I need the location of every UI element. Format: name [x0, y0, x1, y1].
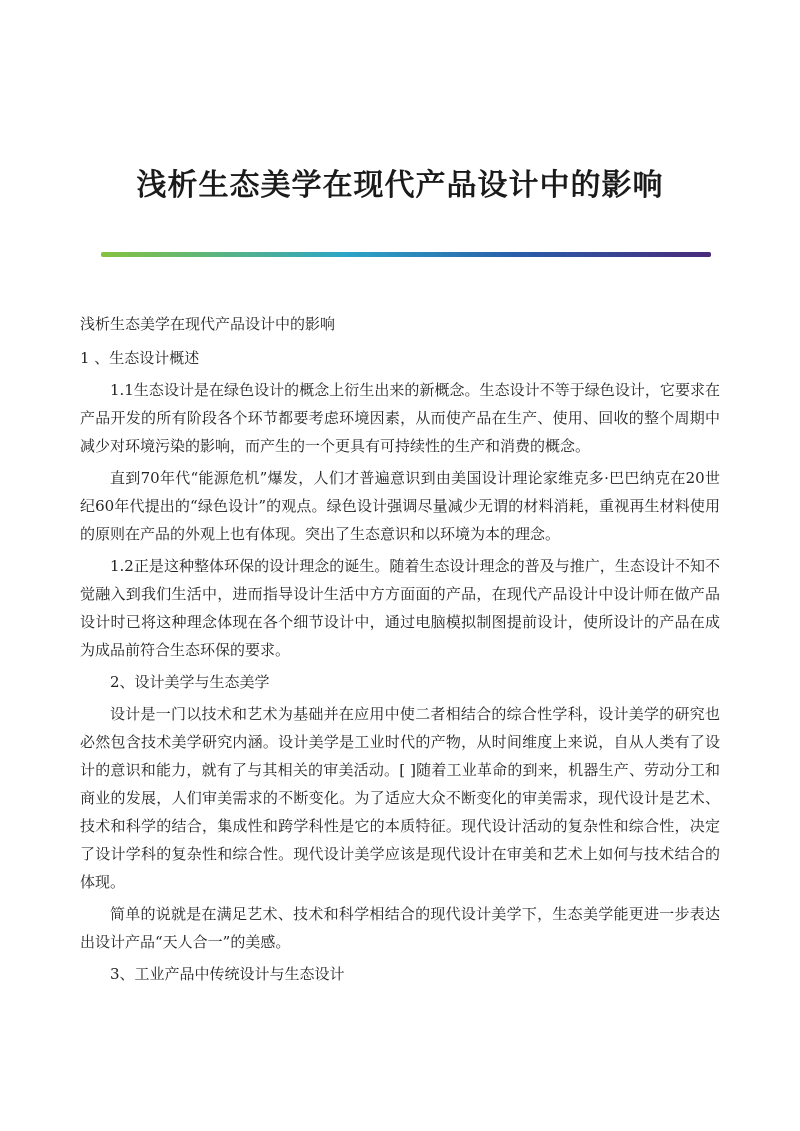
section-heading-1: 1 、生态设计概述 — [80, 349, 200, 367]
title-divider — [101, 252, 711, 257]
document-body — [80, 310, 720, 992]
paragraph-5: 简单的说就是在满足艺术、技术和科学相结合的现代设计美学下，生态美学能更进一步表达出设计产品“天人合一”的美感。 — [80, 905, 720, 951]
paragraph-4: 设计是一门以技术和艺术为基础并在应用中使二者相结合的综合性学科，设计美学的研究也必然包含技术美学研究内涵。设计美学是工业时代的产物，从时间维度上来说，自从人类有了设计的意识和能力，就有了与其相关的审美活动。[ ]随着工业革命的到来，机器生产、劳动分工和商业的发展，人们审美需求的不断变化。为了适应大众不断变化的审美需求，现代设计是艺术、技术和科学的结合，集成性和跨学科性是它的本质特征。现代设计活动的复杂性和综合性，决定了设计学科的复杂性和综合性。现代设计美学应该是现代设计在审美和艺术上如何与技术结合的体现。 — [80, 705, 720, 891]
paragraph-3: 1.2正是这种整体环保的设计理念的诞生。随着生态设计理念的普及与推广，生态设计不知不觉融入到我们生活中，进而指导设计生活中方方面面的产品，在现代产品设计中设计师在做产品设计时已将这种理念体现在各个细节设计中，通过电脑模拟制图提前设计，使所设计的产品在成为成品前符合生态环保的要求。 — [80, 557, 720, 659]
paragraph-1: 1.1生态设计是在绿色设计的概念上衍生出来的新概念。生态设计不等于绿色设计，它要求在产品开发的所有阶段各个环节都要考虑环境因素，从而使产品在生产、使用、回收的整个周期中减少对环境污染的影响，而产生的一个更具有可持续性的生产和消费的概念。 — [80, 381, 720, 455]
document-title: 浅析生态美学在现代产品设计中的影响 — [136, 168, 664, 203]
paragraph-2: 直到70年代“能源危机”爆发，人们才普遍意识到由美国设计理论家维克多·巴巴纳克在20世纪60年代提出的“绿色设计”的观点。绿色设计强调尽量减少无谓的材料消耗，重视再生材料使用的原则在产品的外观上也有体现。突出了生态意识和以环境为本的理念。 — [80, 469, 720, 543]
document-subtitle: 浅析生态美学在现代产品设计中的影响 — [80, 315, 336, 333]
section-heading-2: 2、设计美学与生态美学 — [110, 673, 270, 691]
section-heading-3: 3、工业产品中传统设计与生态设计 — [110, 965, 345, 983]
